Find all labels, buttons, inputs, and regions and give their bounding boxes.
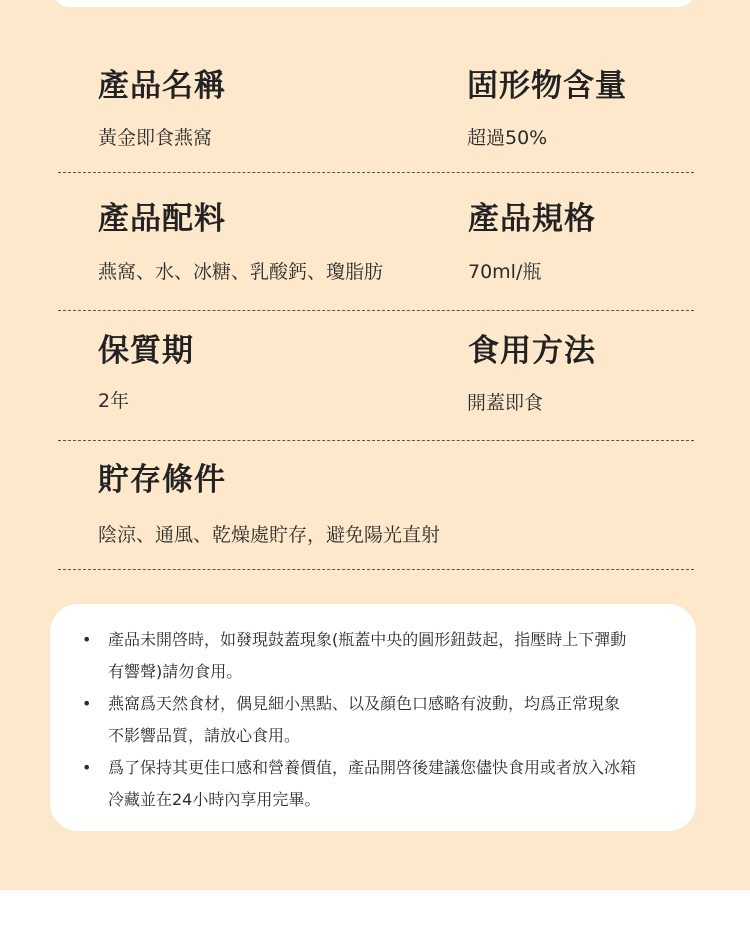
spec-value: 陰涼、通風、乾燥處貯存，避免陽光直射 (98, 524, 441, 546)
spec-title: 固形物含量 (467, 68, 627, 104)
spec-row-4 (58, 460, 694, 570)
note-line: 不影響品質，請放心食用。 (108, 726, 301, 745)
list-item (78, 688, 688, 752)
list-item (78, 752, 688, 816)
spec-title: 產品配料 (98, 201, 226, 237)
spec-title: 食用方法 (468, 333, 596, 369)
bullet-icon: • (82, 630, 92, 649)
notes-card (50, 604, 696, 831)
spec-value: 70ml/瓶 (468, 261, 542, 283)
note-line: 冷藏並在24小時內享用完畢。 (108, 790, 321, 809)
note-line: 燕窩爲天然食材，偶見細小黑點、以及顔色口感略有波動，均爲正常現象 (108, 694, 621, 713)
spec-row-1 (58, 66, 694, 173)
spec-row-2 (58, 199, 694, 311)
list-item (78, 624, 688, 688)
top-card-edge (52, 0, 696, 7)
spec-title: 產品名稱 (98, 68, 226, 104)
spec-title: 產品規格 (468, 201, 596, 237)
bullet-icon: • (82, 758, 92, 777)
spec-value: 超過50% (467, 127, 548, 149)
notes-list (78, 624, 688, 816)
spec-title: 貯存條件 (98, 462, 226, 498)
spec-title: 保質期 (98, 333, 194, 369)
note-line: 有響聲)請勿食用。 (108, 662, 243, 681)
spec-value: 燕窩、水、冰糖、乳酸鈣、瓊脂肪 (98, 261, 384, 283)
spec-row-3 (58, 331, 694, 441)
spec-value: 2年 (98, 390, 130, 412)
bullet-icon: • (82, 694, 92, 713)
note-line: 爲了保持其更佳口感和營養價值，產品開啓後建議您儘快食用或者放入冰箱 (108, 758, 637, 777)
spec-value: 黃金即食燕窩 (98, 127, 213, 149)
spec-value: 開蓋即食 (467, 392, 544, 414)
note-line: 產品未開啓時，如發現鼓蓋現象(瓶蓋中央的圓形鈕鼓起，指壓時上下彈動 (108, 630, 627, 649)
